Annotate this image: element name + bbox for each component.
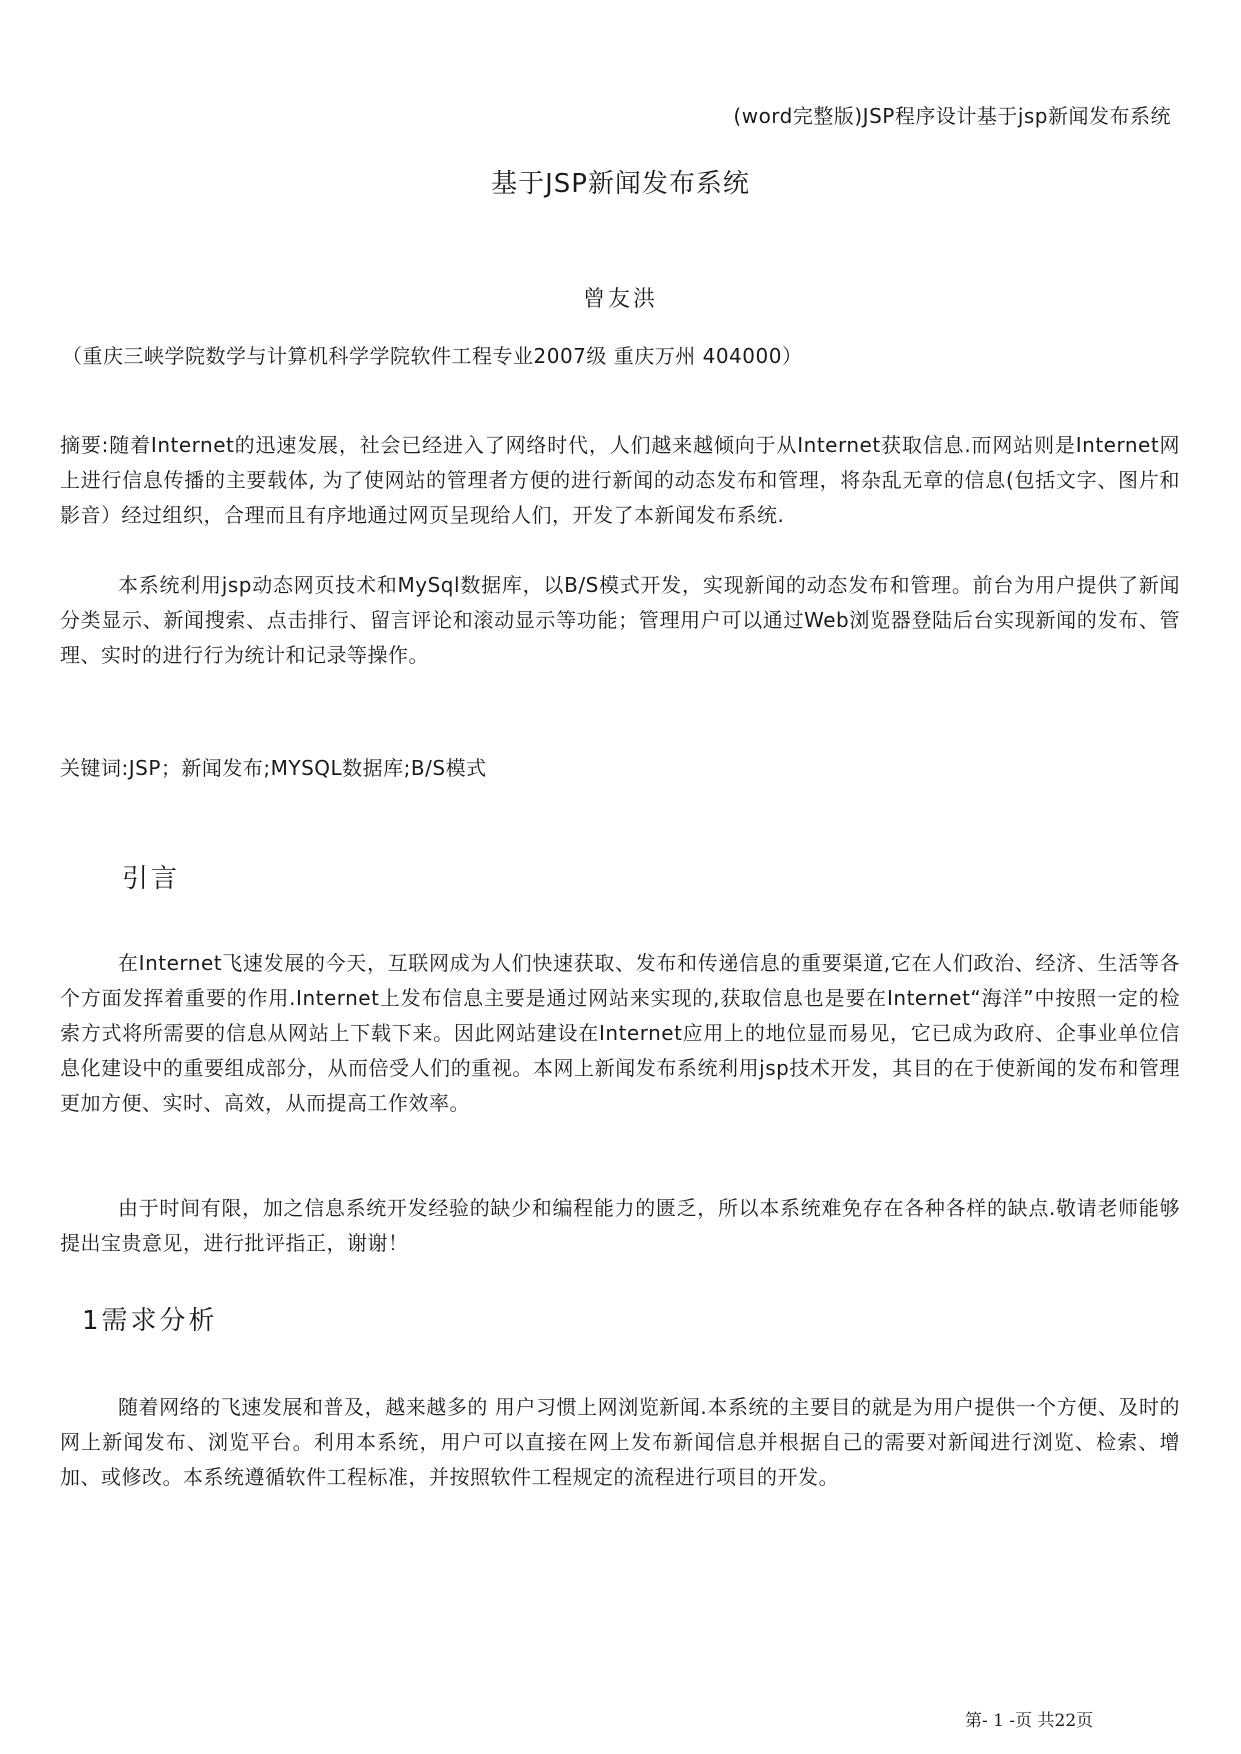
keywords: 关键词:JSP；新闻发布;MYSQL数据库;B/S模式 [60,756,487,780]
author-affiliation: （重庆三峡学院数学与计算机科学学院软件工程专业2007级 重庆万州 404000） [62,344,803,368]
section-heading-intro: 引言 [122,864,181,894]
page-footer: 第- 1 -页 共22页 [965,1711,1094,1731]
abstract-paragraph-2: 本系统利用jsp动态网页技术和MySql数据库，以B/S模式开发，实现新闻的动态发布和管理。前台为用户提供了新闻分类显示、新闻搜索、点击排行、留言评论和滚动显示等功能；管理用户可以通过Web浏览器登陆后台实现新闻的发布、管理、实时的进行行为统计和记录等操作。 [60,573,1180,667]
intro-paragraph-1: 在Internet飞速发展的今天，互联网成为人们快速获取、发布和传递信息的重要渠道,它在人们政治、经济、生活等各个方面发挥着重要的作用.Internet上发布信息主要是通过网站来实现的,获取信息也是要在Internet“海洋”中按照一定的检索方式将所需要的信息从网站上下载下来。因此网站建设在Internet应用上的地位显而易见，它已成为政府、企事业单位信息化建设中的重要组成部分，从而倍受人们的重视。本网上新闻发布系统利用jsp技术开发，其目的在于使新闻的发布和管理更加方便、实时、高效，从而提高工作效率。 [60,951,1180,1115]
author-name: 曾友洪 [582,287,658,312]
intro-paragraph-2: 由于时间有限，加之信息系统开发经验的缺少和编程能力的匮乏，所以本系统难免存在各种各样的缺点.敬请老师能够提出宝贵意见，进行批评指正，谢谢！ [60,1196,1180,1255]
section-heading-requirements: 1需求分析 [82,1306,218,1336]
document-title: 基于JSP新闻发布系统 [491,169,750,199]
running-header: (word完整版)JSP程序设计基于jsp新闻发布系统 [733,104,1171,128]
abstract-paragraph: 摘要:随着Internet的迅速发展，社会已经进入了网络时代，人们越来越倾向于从Internet获取信息.而网站则是Internet网上进行信息传播的主要载体, 为了使网站的管理者方便的进行新闻的动态发布和管理，将杂乱无章的信息(包括文字、图片和影音）经过组织，合理而且有序地通过网页呈现给人们，开发了本新闻发布系统. [60,433,1180,527]
requirements-paragraph: 随着网络的飞速发展和普及，越来越多的 用户习惯上网浏览新闻.本系统的主要目的就是为用户提供一个方便、及时的网上新闻发布、浏览平台。利用本系统，用户可以直接在网上发布新闻信息并根据自己的需要对新闻进行浏览、检索、增加、或修改。本系统遵循软件工程标准，并按照软件工程规定的流程进行项目的开发。 [60,1395,1180,1489]
